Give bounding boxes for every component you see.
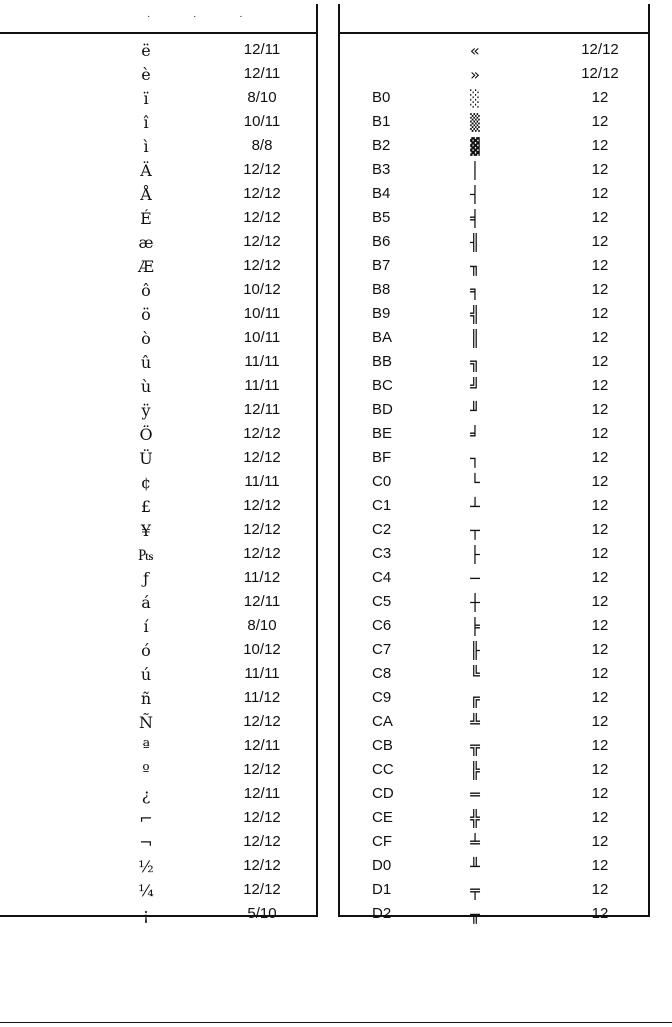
character-glyph: »	[470, 65, 480, 84]
character-glyph: ▓	[470, 137, 480, 156]
character-size: 12/12	[581, 41, 619, 58]
character-size: 12	[591, 641, 609, 658]
table-row	[0, 38, 316, 62]
character-size: 12	[591, 401, 609, 418]
character-size: 12/12	[243, 209, 281, 226]
character-glyph: Ä	[140, 161, 152, 180]
character-glyph: ù	[140, 377, 152, 396]
character-glyph: ┴	[470, 497, 480, 516]
character-code: D1	[372, 881, 392, 898]
table-row	[0, 566, 316, 590]
character-code: CD	[372, 785, 394, 802]
character-size: 10/12	[243, 281, 281, 298]
table-row	[340, 86, 648, 110]
header-marks: · · ·	[147, 11, 263, 22]
character-glyph: ╚	[470, 665, 480, 684]
character-glyph: û	[140, 353, 152, 372]
character-code: C5	[372, 593, 392, 610]
character-code: BF	[372, 449, 392, 466]
character-code: B7	[372, 257, 391, 274]
table-row	[340, 470, 648, 494]
character-glyph: º	[142, 761, 150, 780]
character-size: 5/10	[247, 905, 277, 922]
character-glyph: ÿ	[141, 401, 151, 420]
character-glyph: ë	[141, 41, 151, 60]
table-row	[0, 686, 316, 710]
footer-rule	[0, 1022, 672, 1023]
character-size: 12/12	[243, 233, 281, 250]
character-size: 12/11	[243, 737, 281, 754]
character-size: 12	[591, 569, 609, 586]
table-row	[0, 902, 316, 926]
table-row	[0, 878, 316, 902]
character-code: B9	[372, 305, 391, 322]
character-code: B2	[372, 137, 391, 154]
character-size: 12	[591, 833, 609, 850]
table-row	[0, 590, 316, 614]
table-row	[0, 302, 316, 326]
character-size: 10/11	[243, 329, 281, 346]
table-row	[0, 86, 316, 110]
character-code: BD	[372, 401, 393, 418]
table-row	[340, 734, 648, 758]
character-glyph: ╧	[470, 833, 480, 852]
character-size: 12	[591, 473, 609, 490]
character-glyph: ƒ	[143, 569, 149, 588]
table-row	[0, 182, 316, 206]
table-row	[340, 878, 648, 902]
character-size: 12/12	[243, 761, 281, 778]
character-size: 12	[591, 497, 609, 514]
character-glyph: á	[141, 593, 151, 612]
character-glyph: Ñ	[139, 713, 153, 732]
character-glyph: ö	[141, 305, 151, 324]
table-row	[340, 182, 648, 206]
table-row	[340, 374, 648, 398]
table-row	[340, 638, 648, 662]
table-row	[0, 494, 316, 518]
table-row	[340, 230, 648, 254]
table-row	[0, 326, 316, 350]
character-code: D0	[372, 857, 392, 874]
character-size: 11/12	[243, 689, 281, 706]
character-glyph: ª	[142, 737, 150, 756]
character-size: 11/11	[244, 665, 280, 682]
table-row	[0, 614, 316, 638]
character-code: C3	[372, 545, 392, 562]
character-glyph: ¬	[139, 833, 153, 852]
character-glyph: Æ	[137, 257, 154, 276]
character-size: 10/11	[243, 113, 281, 130]
table-row	[340, 278, 648, 302]
table-row	[340, 350, 648, 374]
table-row	[0, 638, 316, 662]
character-glyph: ï	[143, 89, 149, 108]
character-glyph: ¢	[140, 473, 152, 492]
table-row	[340, 422, 648, 446]
character-glyph: ò	[141, 329, 151, 348]
table-row	[340, 206, 648, 230]
character-glyph: ░	[470, 89, 480, 108]
character-size: 12	[591, 905, 609, 922]
character-glyph: ╛	[470, 425, 480, 444]
character-glyph: ╢	[470, 233, 480, 252]
character-size: 12/12	[243, 833, 281, 850]
table-row	[340, 566, 648, 590]
character-size: 12/12	[243, 449, 281, 466]
character-glyph: ¥	[140, 521, 152, 540]
character-size: 12	[591, 593, 609, 610]
character-glyph: ╩	[470, 713, 480, 732]
character-code: BB	[372, 353, 393, 370]
character-glyph: ╕	[470, 281, 480, 300]
right-rows	[340, 34, 648, 926]
table-row	[0, 734, 316, 758]
character-size: 12	[591, 89, 609, 106]
table-row	[340, 614, 648, 638]
table-row	[340, 830, 648, 854]
character-glyph: ì	[143, 137, 149, 156]
character-size: 12/12	[243, 713, 281, 730]
character-size: 12	[591, 449, 609, 466]
character-size: 12	[591, 545, 609, 562]
character-glyph: è	[141, 65, 151, 84]
character-size: 12/11	[243, 785, 281, 802]
table-row	[340, 38, 648, 62]
character-size: 12	[591, 137, 609, 154]
character-code: B8	[372, 281, 391, 298]
character-code: B6	[372, 233, 391, 250]
character-glyph: ┼	[470, 593, 480, 612]
character-glyph: ╗	[470, 353, 480, 372]
character-code: C0	[372, 473, 392, 490]
character-code: CC	[372, 761, 394, 778]
character-size: 12	[591, 209, 609, 226]
character-glyph: ó	[141, 641, 151, 660]
character-glyph: ¡	[142, 905, 150, 924]
character-glyph: í	[143, 617, 149, 636]
character-size: 12	[591, 305, 609, 322]
character-code: C4	[372, 569, 392, 586]
character-code: B1	[372, 113, 391, 130]
character-size: 11/11	[244, 377, 280, 394]
table-row	[0, 374, 316, 398]
character-code: B4	[372, 185, 391, 202]
character-size: 12/12	[243, 521, 281, 538]
character-code: CA	[372, 713, 393, 730]
table-row	[0, 806, 316, 830]
character-size: 10/12	[243, 641, 281, 658]
character-glyph: ╤	[470, 881, 480, 900]
character-glyph: └	[470, 473, 480, 492]
character-size: 12/11	[243, 41, 281, 58]
left-table-header	[0, 4, 316, 34]
table-row	[340, 710, 648, 734]
character-glyph: £	[140, 497, 152, 516]
character-glyph: ╬	[470, 809, 480, 828]
character-glyph: ╥	[470, 905, 480, 924]
table-row	[0, 782, 316, 806]
character-glyph: É	[140, 209, 152, 228]
character-code: CF	[372, 833, 392, 850]
table-row	[340, 782, 648, 806]
character-size: 12/12	[581, 65, 619, 82]
table-row	[0, 542, 316, 566]
table-row	[0, 710, 316, 734]
table-row	[0, 110, 316, 134]
table-row	[0, 254, 316, 278]
character-size: 12	[591, 785, 609, 802]
character-glyph: Å	[140, 185, 152, 204]
character-code: BE	[372, 425, 393, 442]
right-table-header	[340, 4, 648, 34]
character-glyph: ▒	[470, 113, 480, 132]
character-code: B5	[372, 209, 391, 226]
character-size: 12/11	[243, 593, 281, 610]
character-size: 12/12	[243, 425, 281, 442]
table-row	[340, 494, 648, 518]
character-size: 8/8	[251, 137, 273, 154]
character-glyph: «	[470, 41, 480, 60]
character-size: 12	[591, 113, 609, 130]
character-size: 12/12	[243, 161, 281, 178]
character-size: 12	[591, 737, 609, 754]
character-size: 12	[591, 425, 609, 442]
character-size: 12	[591, 665, 609, 682]
table-row	[340, 134, 648, 158]
character-size: 11/12	[243, 569, 281, 586]
character-glyph: ╦	[470, 737, 480, 756]
character-glyph: ┬	[470, 521, 480, 540]
character-glyph: ú	[140, 665, 152, 684]
character-glyph: ½	[138, 857, 154, 876]
character-code: C8	[372, 665, 392, 682]
character-size: 12/12	[243, 257, 281, 274]
character-code: CB	[372, 737, 393, 754]
character-code: C2	[372, 521, 392, 538]
character-code: D2	[372, 905, 392, 922]
character-glyph: ╞	[470, 617, 480, 636]
table-row	[0, 446, 316, 470]
table-row	[340, 758, 648, 782]
character-size: 12/12	[243, 809, 281, 826]
character-size: 12	[591, 353, 609, 370]
character-glyph: ô	[141, 281, 151, 300]
character-glyph: ┤	[470, 185, 480, 204]
table-row	[340, 590, 648, 614]
character-glyph: Ü	[139, 449, 153, 468]
character-size: 12	[591, 521, 609, 538]
table-row	[340, 254, 648, 278]
character-glyph: ╟	[470, 641, 480, 660]
character-glyph: ─	[470, 569, 480, 588]
character-size: 12	[591, 377, 609, 394]
table-row	[0, 206, 316, 230]
character-glyph: ├	[470, 545, 480, 564]
character-size: 12	[591, 329, 609, 346]
character-glyph: ┐	[470, 449, 480, 468]
character-size: 12	[591, 809, 609, 826]
table-row	[340, 110, 648, 134]
character-glyph: ╖	[470, 257, 480, 276]
table-row	[340, 854, 648, 878]
table-row	[0, 854, 316, 878]
character-glyph: æ	[138, 233, 154, 252]
character-glyph: ╝	[470, 377, 480, 396]
character-glyph: ¿	[141, 785, 151, 804]
character-code: C6	[372, 617, 392, 634]
character-size: 12	[591, 617, 609, 634]
character-glyph: ╣	[470, 305, 480, 324]
character-size: 12	[591, 257, 609, 274]
table-row	[340, 158, 648, 182]
table-row	[0, 278, 316, 302]
character-size: 12/12	[243, 497, 281, 514]
character-code: C7	[372, 641, 392, 658]
table-row	[0, 62, 316, 86]
table-row	[0, 158, 316, 182]
character-glyph: ñ	[140, 689, 152, 708]
character-glyph: ═	[470, 785, 480, 804]
character-glyph: ║	[470, 329, 480, 348]
character-size: 12	[591, 689, 609, 706]
character-glyph: ╡	[470, 209, 480, 228]
character-size: 12	[591, 857, 609, 874]
character-code: CE	[372, 809, 393, 826]
character-size: 12	[591, 761, 609, 778]
table-row	[0, 470, 316, 494]
character-size: 8/10	[247, 617, 277, 634]
character-glyph: ₧	[138, 545, 154, 564]
table-row	[0, 518, 316, 542]
character-size: 8/10	[247, 89, 277, 106]
table-row	[0, 830, 316, 854]
character-glyph: ╨	[470, 857, 480, 876]
character-size: 12	[591, 161, 609, 178]
character-glyph: ╔	[470, 689, 480, 708]
character-size: 12/11	[243, 65, 281, 82]
table-row	[0, 662, 316, 686]
character-size: 12	[591, 881, 609, 898]
character-glyph: │	[470, 161, 480, 180]
character-size: 12/12	[243, 185, 281, 202]
character-glyph: ⌐	[139, 809, 153, 828]
table-row	[0, 758, 316, 782]
character-code: C1	[372, 497, 392, 514]
table-row	[340, 518, 648, 542]
character-size: 12/11	[243, 401, 281, 418]
table-row	[0, 398, 316, 422]
character-code: BA	[372, 329, 393, 346]
table-row	[0, 230, 316, 254]
left-rows	[0, 34, 316, 926]
right-character-table	[338, 4, 650, 924]
table-row	[340, 398, 648, 422]
table-row	[340, 542, 648, 566]
character-code: B3	[372, 161, 391, 178]
character-size: 12	[591, 281, 609, 298]
character-glyph: ¼	[138, 881, 154, 900]
character-size: 12/12	[243, 545, 281, 562]
table-row	[340, 302, 648, 326]
table-row	[340, 446, 648, 470]
table-row	[340, 806, 648, 830]
table-row	[0, 134, 316, 158]
character-size: 12/12	[243, 857, 281, 874]
character-glyph: ╜	[470, 401, 480, 420]
character-glyph: î	[143, 113, 149, 132]
character-glyph: Ö	[139, 425, 153, 444]
table-row	[340, 662, 648, 686]
character-code: C9	[372, 689, 392, 706]
character-code: B0	[372, 89, 391, 106]
character-size: 12/12	[243, 881, 281, 898]
character-size: 11/11	[244, 473, 280, 490]
table-row	[340, 62, 648, 86]
left-character-table	[0, 4, 318, 924]
table-row	[0, 350, 316, 374]
character-code: BC	[372, 377, 393, 394]
character-size: 12	[591, 185, 609, 202]
table-row	[340, 686, 648, 710]
table-row	[0, 422, 316, 446]
character-size: 12	[591, 713, 609, 730]
character-size: 11/11	[244, 353, 280, 370]
character-size: 12	[591, 233, 609, 250]
table-row	[340, 326, 648, 350]
character-glyph: ╠	[470, 761, 480, 780]
table-row	[340, 902, 648, 926]
character-size: 10/11	[243, 305, 281, 322]
